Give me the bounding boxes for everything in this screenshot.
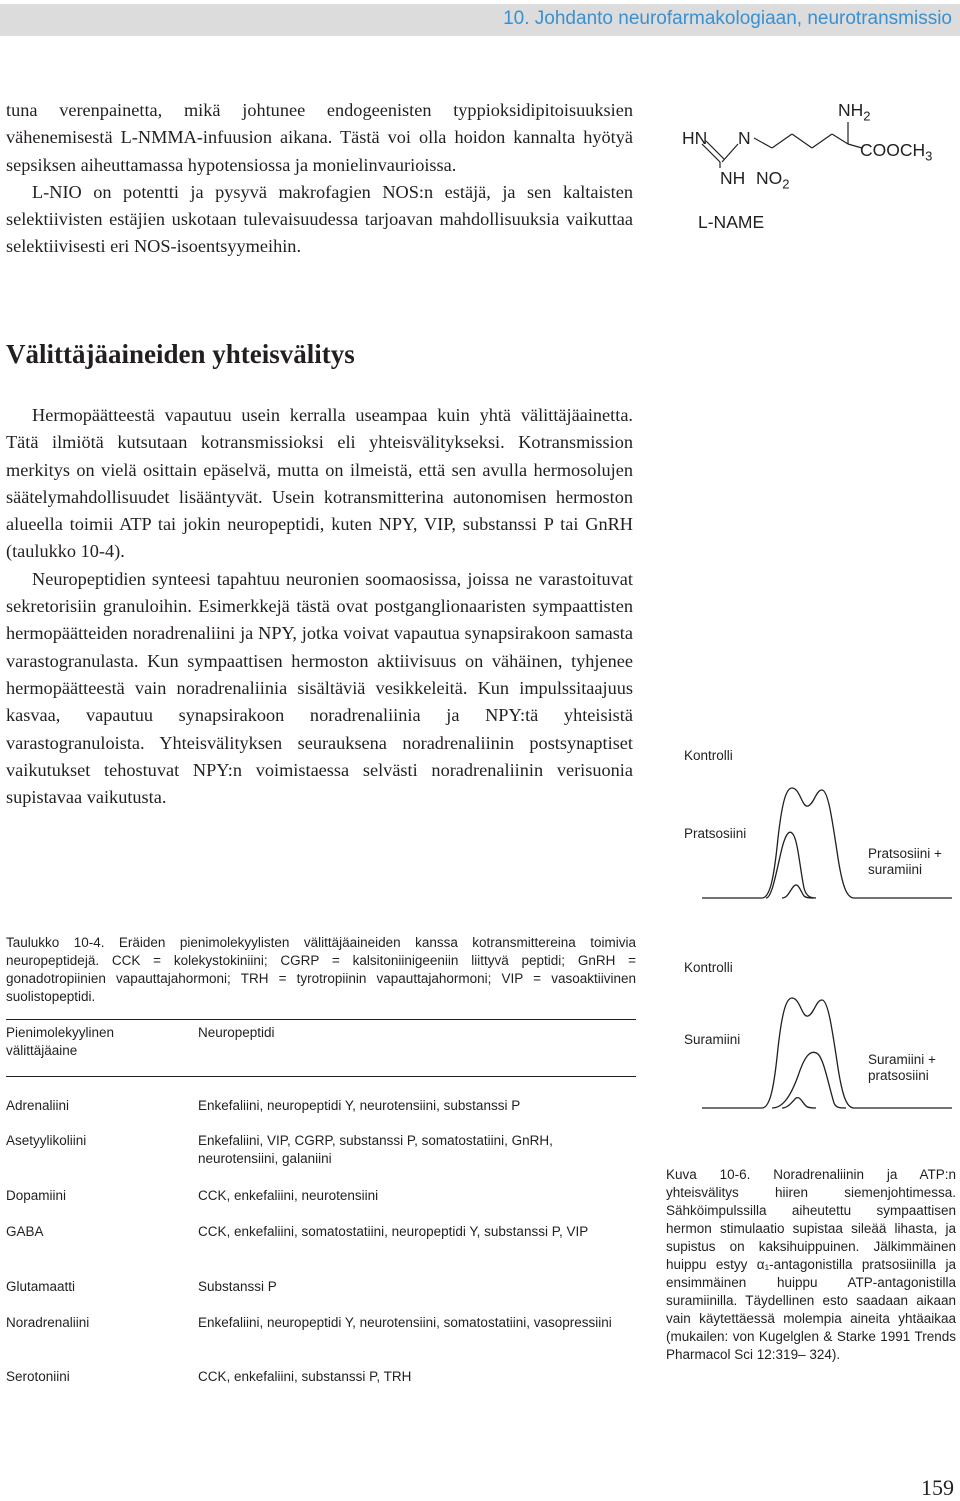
section-paragraph: Hermopäätteestä vapautuu usein kerralla useampaa kuin yhtä välittäjäainetta. Tätä ilmiötä kutsutaan kotransmissioksi eli yhteisvälitykseksi. Kotransmission merkitys on vielä osittain epäselvä, mutta on ilmeistä, että sen avulla hermosolujen säätelymahdollisuudet lisääntyvät. Usein kotransmitterina autonomisen hermoston alueella toimii ATP tai jokin neuropeptidi, kuten NPY, VIP, substanssi P tai GnRH (taulukko 10-4). <box>6 405 633 562</box>
running-header <box>0 4 960 36</box>
table-cell-peptides: Enkefaliini, VIP, CGRP, substanssi P, somatostatiini, GnRH, neurotensiini, galaniini <box>198 1133 553 1166</box>
page-number: 159 <box>921 1475 954 1500</box>
no2-group: $NO_2$ <box>756 168 790 192</box>
table-cell-peptides: CCK, enkefaliini, somatostatiini, neuropeptidi Y, substanssi P, VIP <box>198 1224 589 1239</box>
table-cell-peptides: CCK, enkefaliini, neurotensiini <box>198 1188 379 1203</box>
table-cell-peptides: CCK, enkefaliini, substanssi P, TRH <box>198 1369 412 1384</box>
intro-paragraph: tuna verenpainetta, mikä johtunee endogeenisten typpioksidipitoisuuksien vähenemisestä L-NMMA-infuusion aikana. Tästä voi olla hoidon kannalta hyötyä sepsiksen aiheuttamassa hypotensiossa ja monielinvaurioissa. <box>6 100 633 175</box>
table-cell-transmitter: Noradrenaliini <box>6 1315 90 1330</box>
label-suramin-prazosin-1: Suramiini + <box>868 1052 936 1067</box>
section-text <box>6 402 633 811</box>
intro-text <box>6 97 633 261</box>
table-header-neuropeptide: Neuropeptidi <box>198 1025 275 1040</box>
label-prazosin-suramin-1: Pratsosiini + <box>868 846 942 861</box>
table-cell-peptides: Enkefaliini, neuropeptidi Y, neurotensiini, substanssi P <box>198 1098 521 1113</box>
section-paragraph: Neuropeptidien synteesi tapahtuu neuronien soomaosissa, joissa ne varastoituvat sekretorisiin granuloihin. Esimerkkejä tästä ovat postganglionaaristen sympaattisten hermopäätteiden noradrenaliini ja NPY, jotka voivat vapautua synapsirakoon samasta varastogranulasta. Kun sympaattisen hermoston aktiivisuus on vähäinen, tyhjenee hermopäätteestä vain noradrenaliinia sisältäviä vesikkeleitä. Kun impulssitaajuus kasvaa, vapautuu synapsirakoon noradrenaliinia ja NPY:tä yhteisistä varastogranuloista. Yhteisvälityksen seurauksena noradrenaliinin postsynaptiset vaikutukset tehostuvat NPY:n voimistaessa selvästi noradrenaliinin verisuonia supistavaa vaikutusta. <box>6 568 633 808</box>
label-control: Kontrolli <box>684 960 733 975</box>
hn-atom: HN <box>682 128 708 148</box>
cotransmitter-table <box>6 1019 636 1384</box>
nh-atom: NH <box>720 168 746 188</box>
n-atom: N <box>738 128 751 148</box>
molecule-label: L-NAME <box>698 212 765 232</box>
table-cell-transmitter: Adrenaliini <box>6 1098 70 1113</box>
table-cell-transmitter: Asetyylikoliini <box>6 1133 87 1148</box>
label-control: Kontrolli <box>684 748 733 763</box>
cooch3-group: $COOCH_3$ <box>860 140 933 164</box>
section-title: Välittäjäaineiden yhteisvälitys <box>6 339 355 369</box>
running-title: 10. Johdanto neurofarmakologiaan, neurotransmissio <box>503 8 952 29</box>
figure-panel-a <box>682 748 960 918</box>
nh2-group: $NH_2$ <box>838 100 871 124</box>
table-header-row <box>6 1019 636 1077</box>
table-header-transmitter: Pienimolekyylinen välittäjäaine <box>6 1025 115 1058</box>
intro-paragraph: L-NIO on potentti ja pysyvä makrofagien NOS:n estäjä, ja sen kaltaisten selektiivisten estäjien uskotaan tulevaisuudessa tarjoavan mahdollisuuksia vaikuttaa selektiivisesti eri NOS-isoentsyymeihin. <box>6 181 633 257</box>
label-prazosin-suramin-2: suramiini <box>868 862 923 877</box>
table-cell-transmitter: Glutamaatti <box>6 1279 76 1294</box>
table-cell-peptides: Enkefaliini, neuropeptidi Y, neurotensiini, somatostatiini, vasopressiini <box>198 1315 612 1330</box>
l-name-structure <box>676 100 960 240</box>
label-prazosin: Pratsosiini <box>684 826 747 841</box>
label-suramin: Suramiini <box>684 1032 741 1047</box>
figure-panel-b <box>682 958 960 1128</box>
table-caption: Taulukko 10-4. Eräiden pienimolekyylisten välittäjäaineiden kanssa kotransmittereina toimivia neuropeptidejä. CCK = kolekystokiniini; CGRP = kalsitoniinigeeniin liittyvä peptidi; GnRH = gonadotropiinien vapauttajahormoni; TRH = tyrotropiinin vapauttajahormoni; VIP = vasoaktiivinen suolistopeptidi. <box>6 935 636 1004</box>
table-cell-transmitter: Serotoniini <box>6 1369 70 1384</box>
label-suramin-prazosin-2: pratsosiini <box>868 1068 929 1083</box>
figure-caption: Kuva 10-6. Noradrenaliinin ja ATP:n yhteisvälitys hiiren siemenjohtimessa. Sähköimpulssilla aiheutettu sympaattisen hermon stimulaatio supistaa sileää lihasta, ja supistus on kaksihuippuinen. Jälkimmäinen huippu estyy α₁-antagonistilla pratsosiinilla ja ensimmäinen huippu ATP-antagonistilla suramiinilla. Täydellinen esto saadaan aikaan vain käytettäessä molempia aineita yhtäaikaa (mukailen: von Kugelglen & Starke 1991 Trends Pharmacol Sci 12:319– 324). <box>666 1167 956 1362</box>
table-cell-peptides: Substanssi P <box>198 1279 277 1294</box>
table-cell-transmitter: Dopamiini <box>6 1188 67 1203</box>
table-cell-transmitter: GABA <box>6 1224 44 1239</box>
